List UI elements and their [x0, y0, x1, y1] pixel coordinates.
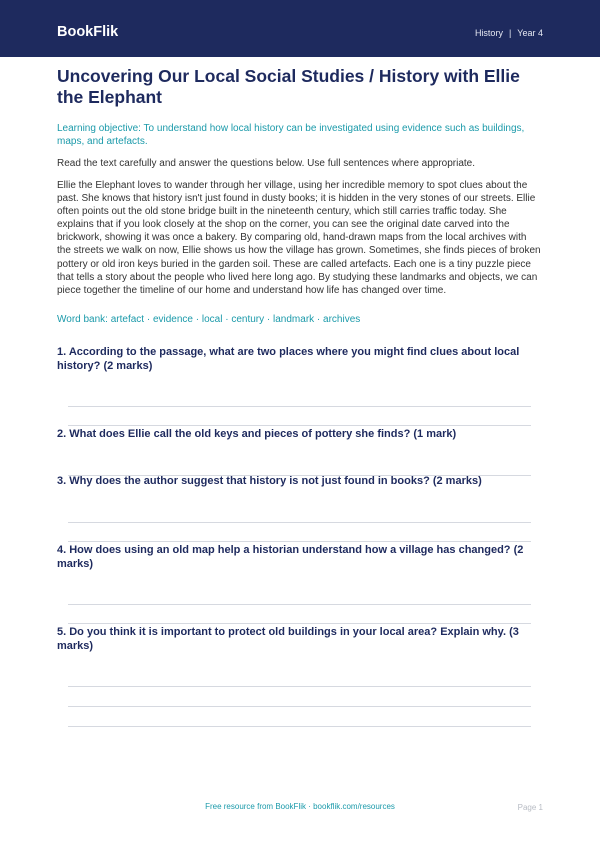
answer-line[interactable] — [68, 425, 531, 426]
answer-line[interactable] — [68, 406, 531, 407]
question-5: 5. Do you think it is important to protect old buildings in your local area? Explain why. (3 marks) — [57, 626, 519, 652]
year-label: Year 4 — [517, 28, 543, 38]
page-header — [0, 0, 600, 57]
answer-line[interactable] — [68, 604, 531, 605]
page-number: Page 1 — [517, 803, 543, 812]
question-2: 2. What does Ellie call the old keys and pieces of pottery she finds? (1 mark) — [57, 428, 457, 440]
answer-line[interactable] — [68, 623, 531, 624]
brand-logo[interactable]: BookFlik — [57, 24, 119, 40]
header-meta — [475, 27, 543, 39]
answer-line[interactable] — [68, 706, 531, 707]
reading-passage: Ellie the Elephant loves to wander through her village, using her incredible memory to spot clues about the past. She knows that history isn't just found in dusty books; it is hidden in the very stones of our streets. Ellie often points out the old stone bridge built in the nineteenth century, which still carries traffic today. She explains that if you look closely at the shop on the corner, you can see the original date carved into the brickwork, showing it was once a bakery. By comparing old, hand-drawn maps from the local archives with the streets we walk on now, Ellie shows us how the village has grown. Sometimes, she finds pieces of broken pottery or old iron keys buried in the garden soil. These are called artefacts. Each one is a tiny puzzle piece that tells a story about the people who lived here long ago. By studying these landmarks and objects, we can piece together the timeline of our home and understand how life has changed over time. — [57, 180, 541, 296]
word-bank: Word bank: artefact · evidence · local · century · landmark · archives — [57, 314, 361, 325]
question-1: 1. According to the passage, what are two places where you might find clues about local history? (2 marks) — [57, 346, 520, 372]
answer-line[interactable] — [68, 522, 531, 523]
meta-separator: | — [508, 28, 512, 38]
footer-resource-link[interactable]: Free resource from BookFlik · bookflik.com/resources — [205, 802, 395, 811]
question-4: 4. How does using an old map help a historian understand how a village has changed? (2 marks) — [57, 544, 524, 570]
learning-objective: Learning objective: To understand how local history can be investigated using evidence such as buildings, maps, and artefacts. — [57, 123, 525, 147]
answer-line[interactable] — [68, 686, 531, 687]
instructions-text: Read the text carefully and answer the questions below. Use full sentences where appropriate. — [57, 158, 476, 169]
question-3: 3. Why does the author suggest that history is not just found in books? (2 marks) — [57, 475, 482, 487]
answer-line[interactable] — [68, 726, 531, 727]
page-title: Uncovering Our Local Social Studies / History with Ellie the Elephant — [57, 66, 520, 107]
answer-line[interactable] — [68, 541, 531, 542]
subject-label: History — [474, 28, 503, 38]
